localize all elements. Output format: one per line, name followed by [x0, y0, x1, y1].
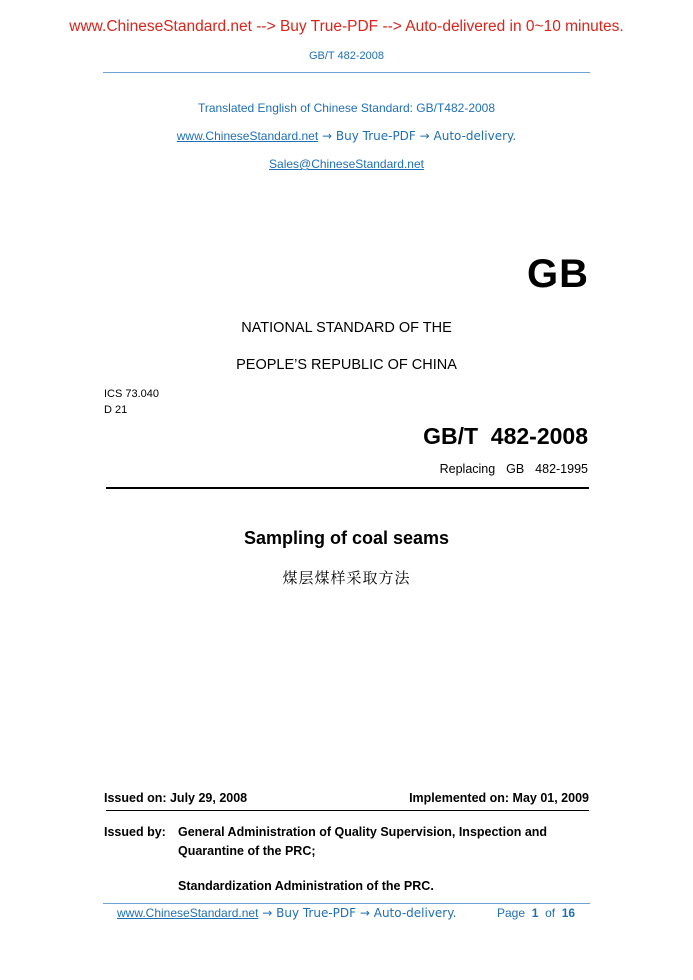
- page-current: 1: [531, 906, 539, 920]
- buy-text: → Buy True-PDF → Auto-delivery.: [318, 129, 517, 143]
- issuer-1: General Administration of Quality Supervision, Inspection and: [178, 825, 548, 839]
- issuer-2: Standardization Administration of the PRC.: [178, 879, 434, 893]
- gb-logo: GB: [527, 252, 589, 296]
- ccs-code: D 21: [104, 404, 128, 416]
- standard-number: GB/T 482-2008: [423, 423, 588, 449]
- email-line: [0, 157, 693, 171]
- issued-by-label: Issued by:: [104, 825, 166, 839]
- promo-banner[interactable]: www.ChineseStandard.net --> Buy True-PDF --> Auto-delivered in 0~10 minutes.: [69, 18, 624, 35]
- classification-codes: [104, 386, 159, 418]
- national-standard-line-1: NATIONAL STANDARD OF THE: [241, 320, 452, 336]
- email-link[interactable]: Sales@ChineseStandard.net: [269, 157, 424, 171]
- page-indicator: [497, 906, 575, 920]
- buy-line: [0, 129, 693, 143]
- issued-on-date: Issued on: July 29, 2008: [104, 791, 248, 805]
- issued-by-block: [104, 823, 594, 896]
- issue-rule: [106, 810, 589, 811]
- header-doc-id: GB/T 482-2008: [308, 50, 384, 62]
- title-english: Sampling of coal seams: [243, 528, 450, 548]
- site-link[interactable]: www.ChineseStandard.net: [176, 129, 319, 143]
- replacing-standard: Replacing GB 482-1995: [439, 462, 588, 476]
- issued-by-values: [178, 823, 590, 896]
- footer-site-link[interactable]: www.ChineseStandard.net: [117, 906, 259, 920]
- title-chinese: 煤层煤样采取方法: [282, 569, 411, 587]
- page-total: 16: [561, 906, 576, 920]
- issuer-1-cont: Quarantine of the PRC;: [178, 844, 316, 858]
- page-label: Page: [497, 906, 526, 920]
- footer-buy-text: → Buy True-PDF → Auto-delivery.: [258, 906, 457, 920]
- footer-rule: [103, 903, 590, 904]
- translated-notice: Translated English of Chinese Standard: GB/T482-2008: [197, 101, 496, 115]
- footer-buy-line: [117, 906, 456, 920]
- implemented-on-date: Implemented on: May 01, 2009: [409, 791, 589, 805]
- ics-code: ICS 73.040: [104, 388, 160, 400]
- header-rule: [103, 72, 590, 73]
- title-rule: [106, 487, 589, 489]
- page-of: of: [545, 906, 556, 920]
- national-standard-line-2: PEOPLE’S REPUBLIC OF CHINA: [236, 357, 457, 373]
